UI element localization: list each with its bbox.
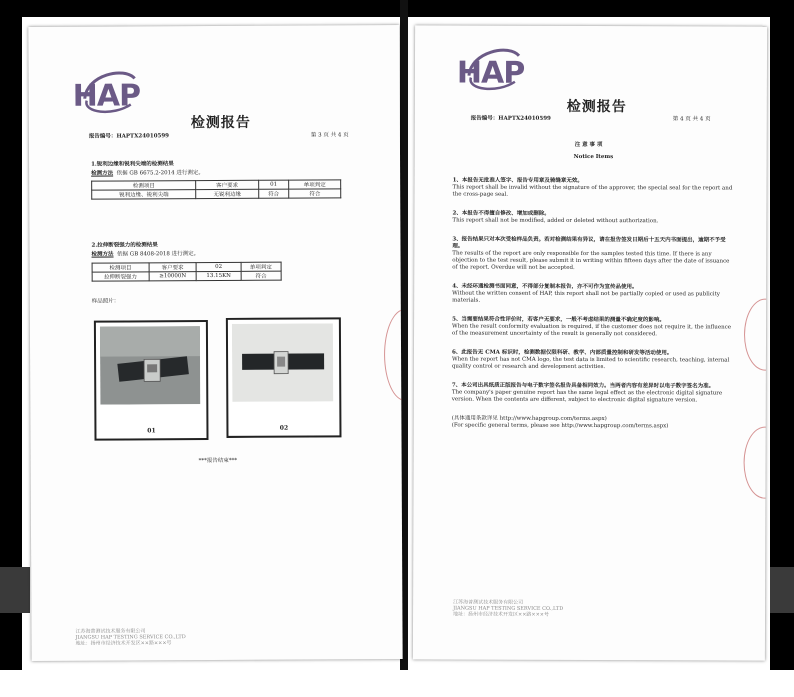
gray-band-right (770, 567, 794, 613)
report-number: 报告编号：HAPTX24010599 (470, 115, 551, 122)
photos-label: 样品照片： (91, 298, 120, 305)
footer-line: JIANGSU HAP TESTING SERVICE CO.,LTD (453, 605, 564, 612)
footer-line: 地址：扬州市经济技术开发区××路×××号 (75, 640, 172, 647)
table-cell: ≥10000N (149, 272, 197, 281)
table-header-row (92, 262, 281, 272)
notice-item-en: When the result conformity evaluation is required, if the customer does not require it, the influence of the measurement uncertainty of the result is generally not considered. (452, 323, 732, 338)
sample-photo-1 (94, 320, 209, 441)
notice-item-en: The results of the report are only responsible for the samples tested this time. If there is any objection to the test result, please submit it in writing within fifteen days after the date of issuance of the report. Overdue will not be accepted. (452, 250, 730, 271)
table-cell: 无锐利边缘 (196, 189, 258, 198)
dark-background-top (0, 0, 794, 17)
section2-table (92, 262, 282, 282)
table-cell: 拉伸断裂强力 (92, 272, 149, 281)
general-terms-cn: (具体通用条款详见 http://www.hapgroup.com/terms.aspx) (451, 415, 607, 423)
strap-photo-image (232, 323, 335, 402)
section2-method: 检测方法 依据 GB 8408-2018 进行测定。 (91, 251, 200, 258)
section2-heading: 2.拉伸断裂强力的检测结果 (91, 242, 158, 249)
page-title: 检测报告 (566, 98, 627, 116)
notice-item (452, 317, 732, 339)
report-number: 报告编号：HAPTX24010599 (88, 133, 170, 140)
cross-page-seal (743, 427, 767, 499)
table-row (92, 271, 281, 281)
notice-item (452, 284, 732, 306)
notice-item-en: This report shall not be modified, added or deleted without authorization. (452, 217, 659, 225)
section1-method: 检测方法 依据 GB 6675.2-2014 进行测定。 (91, 170, 204, 177)
table-cell: 符合 (289, 189, 341, 198)
notice-title-cn: 注 意 事 项 (574, 141, 603, 149)
footer-line: JIANGSU HAP TESTING SERVICE CO.,LTD (75, 634, 186, 641)
report-end-marker: ***报告结束*** (198, 457, 238, 465)
table-header: 检测项目 (92, 181, 196, 191)
table-header: 单项判定 (241, 262, 281, 271)
table-header: 02 (196, 262, 240, 271)
strap-photo-image (100, 326, 202, 405)
notice-item-cn: 6、此报告无 CMA 标识时，检测数据仅限科研、教学、内部质量控制和研发等活动使用。 (451, 349, 673, 357)
table-cell: 13.15KN (197, 271, 241, 280)
notice-item-cn: 1、本报告无批准人签字、报告专用章及骑缝章无效。 (452, 177, 583, 184)
footer-line: 江苏海普测试技术服务有限公司 (453, 599, 524, 606)
notice-item-en: When the report has not CMA logo, the test data is limited to scientific research, teaching, internal quality control or research and development activities. (451, 356, 730, 371)
hap-logo (457, 42, 547, 98)
hap-logo (73, 64, 163, 120)
notice-item (452, 350, 732, 372)
section1-heading: 1.锐利边缘和锐利尖端的检测结果 (91, 161, 174, 168)
table-header: 01 (258, 180, 289, 189)
footer-line: 江苏海普测试技术服务有限公司 (75, 628, 146, 635)
table-header: 检测项目 (92, 263, 149, 272)
photo-caption: 02 (279, 424, 289, 432)
report-page-3 (28, 25, 402, 661)
footer-line: 地址：扬州市经济技术开发区××路×××号 (453, 611, 550, 618)
page-title: 检测报告 (190, 114, 251, 132)
notice-item-cn: 7、本公司出具纸质正版报告与电子数字签名报告具备相同效力。当两者内容有差异时以电子数字签名为准。 (451, 382, 715, 390)
table-header: 客户要求 (149, 263, 197, 272)
notice-item (452, 211, 732, 226)
photo-caption: 01 (147, 427, 156, 435)
logo-text: HAP (456, 55, 525, 91)
notice-item (453, 178, 733, 200)
report-page-4 (413, 25, 767, 660)
section1-table (91, 179, 341, 199)
notice-item-en: The company's paper genuine report has the same legal effect as the electronic digital signature version. When the contents are different, subject to electronic digital signature version. (451, 389, 723, 404)
notice-item-cn: 2、本报告不得擅自修改、增加或删除。 (452, 210, 550, 217)
page-footer (75, 628, 185, 647)
notice-item-cn: 4、未经环通检测书面同意，不得部分复制本报告，亦不可作为宣传品使用。 (452, 283, 638, 291)
cross-page-seal (384, 309, 403, 401)
table-header: 客户要求 (196, 180, 258, 189)
notice-item-cn: 5、当需要结果符合性评价时，若客户无要求，一般不考虑结果的测量不确定度的影响。 (452, 316, 665, 324)
table-row (92, 189, 341, 199)
notice-title-en: Notice Items (573, 153, 614, 161)
gray-band-left (0, 567, 30, 613)
notice-item (452, 237, 732, 273)
page-number: 第 3 页 共 4 页 (310, 132, 349, 139)
notice-item-en: This report shall be invalid without the signature of the approver, the special seal for the report and the cross-page seal. (452, 184, 733, 198)
sample-photo-2 (226, 317, 342, 438)
notice-item-en: Without the written consent of HAP, this report shall not be partially copied or used as publicity materials. (452, 290, 720, 304)
page-footer (453, 600, 563, 618)
table-header: 单项判定 (289, 180, 341, 189)
general-terms-en: (For specific general terms, please see http://www.hapgroup.com/terms.aspx) (451, 422, 669, 430)
table-cell: 符合 (241, 271, 281, 280)
logo-text: HAP (72, 78, 141, 114)
table-cell: 符合 (258, 189, 289, 198)
page-number: 第 4 页 共 4 页 (672, 116, 711, 123)
general-terms (452, 416, 732, 431)
notice-list (452, 178, 733, 431)
notice-item (452, 383, 732, 405)
cross-page-seal (744, 299, 767, 371)
table-cell: 锐利边缘、锐利尖端 (92, 190, 196, 200)
notice-item-cn: 3、报告结果只对本次受检样品负责。若对检测结果有异议，请在报告签发日期后十五天内书面提出，逾期不予受理。 (452, 236, 726, 250)
